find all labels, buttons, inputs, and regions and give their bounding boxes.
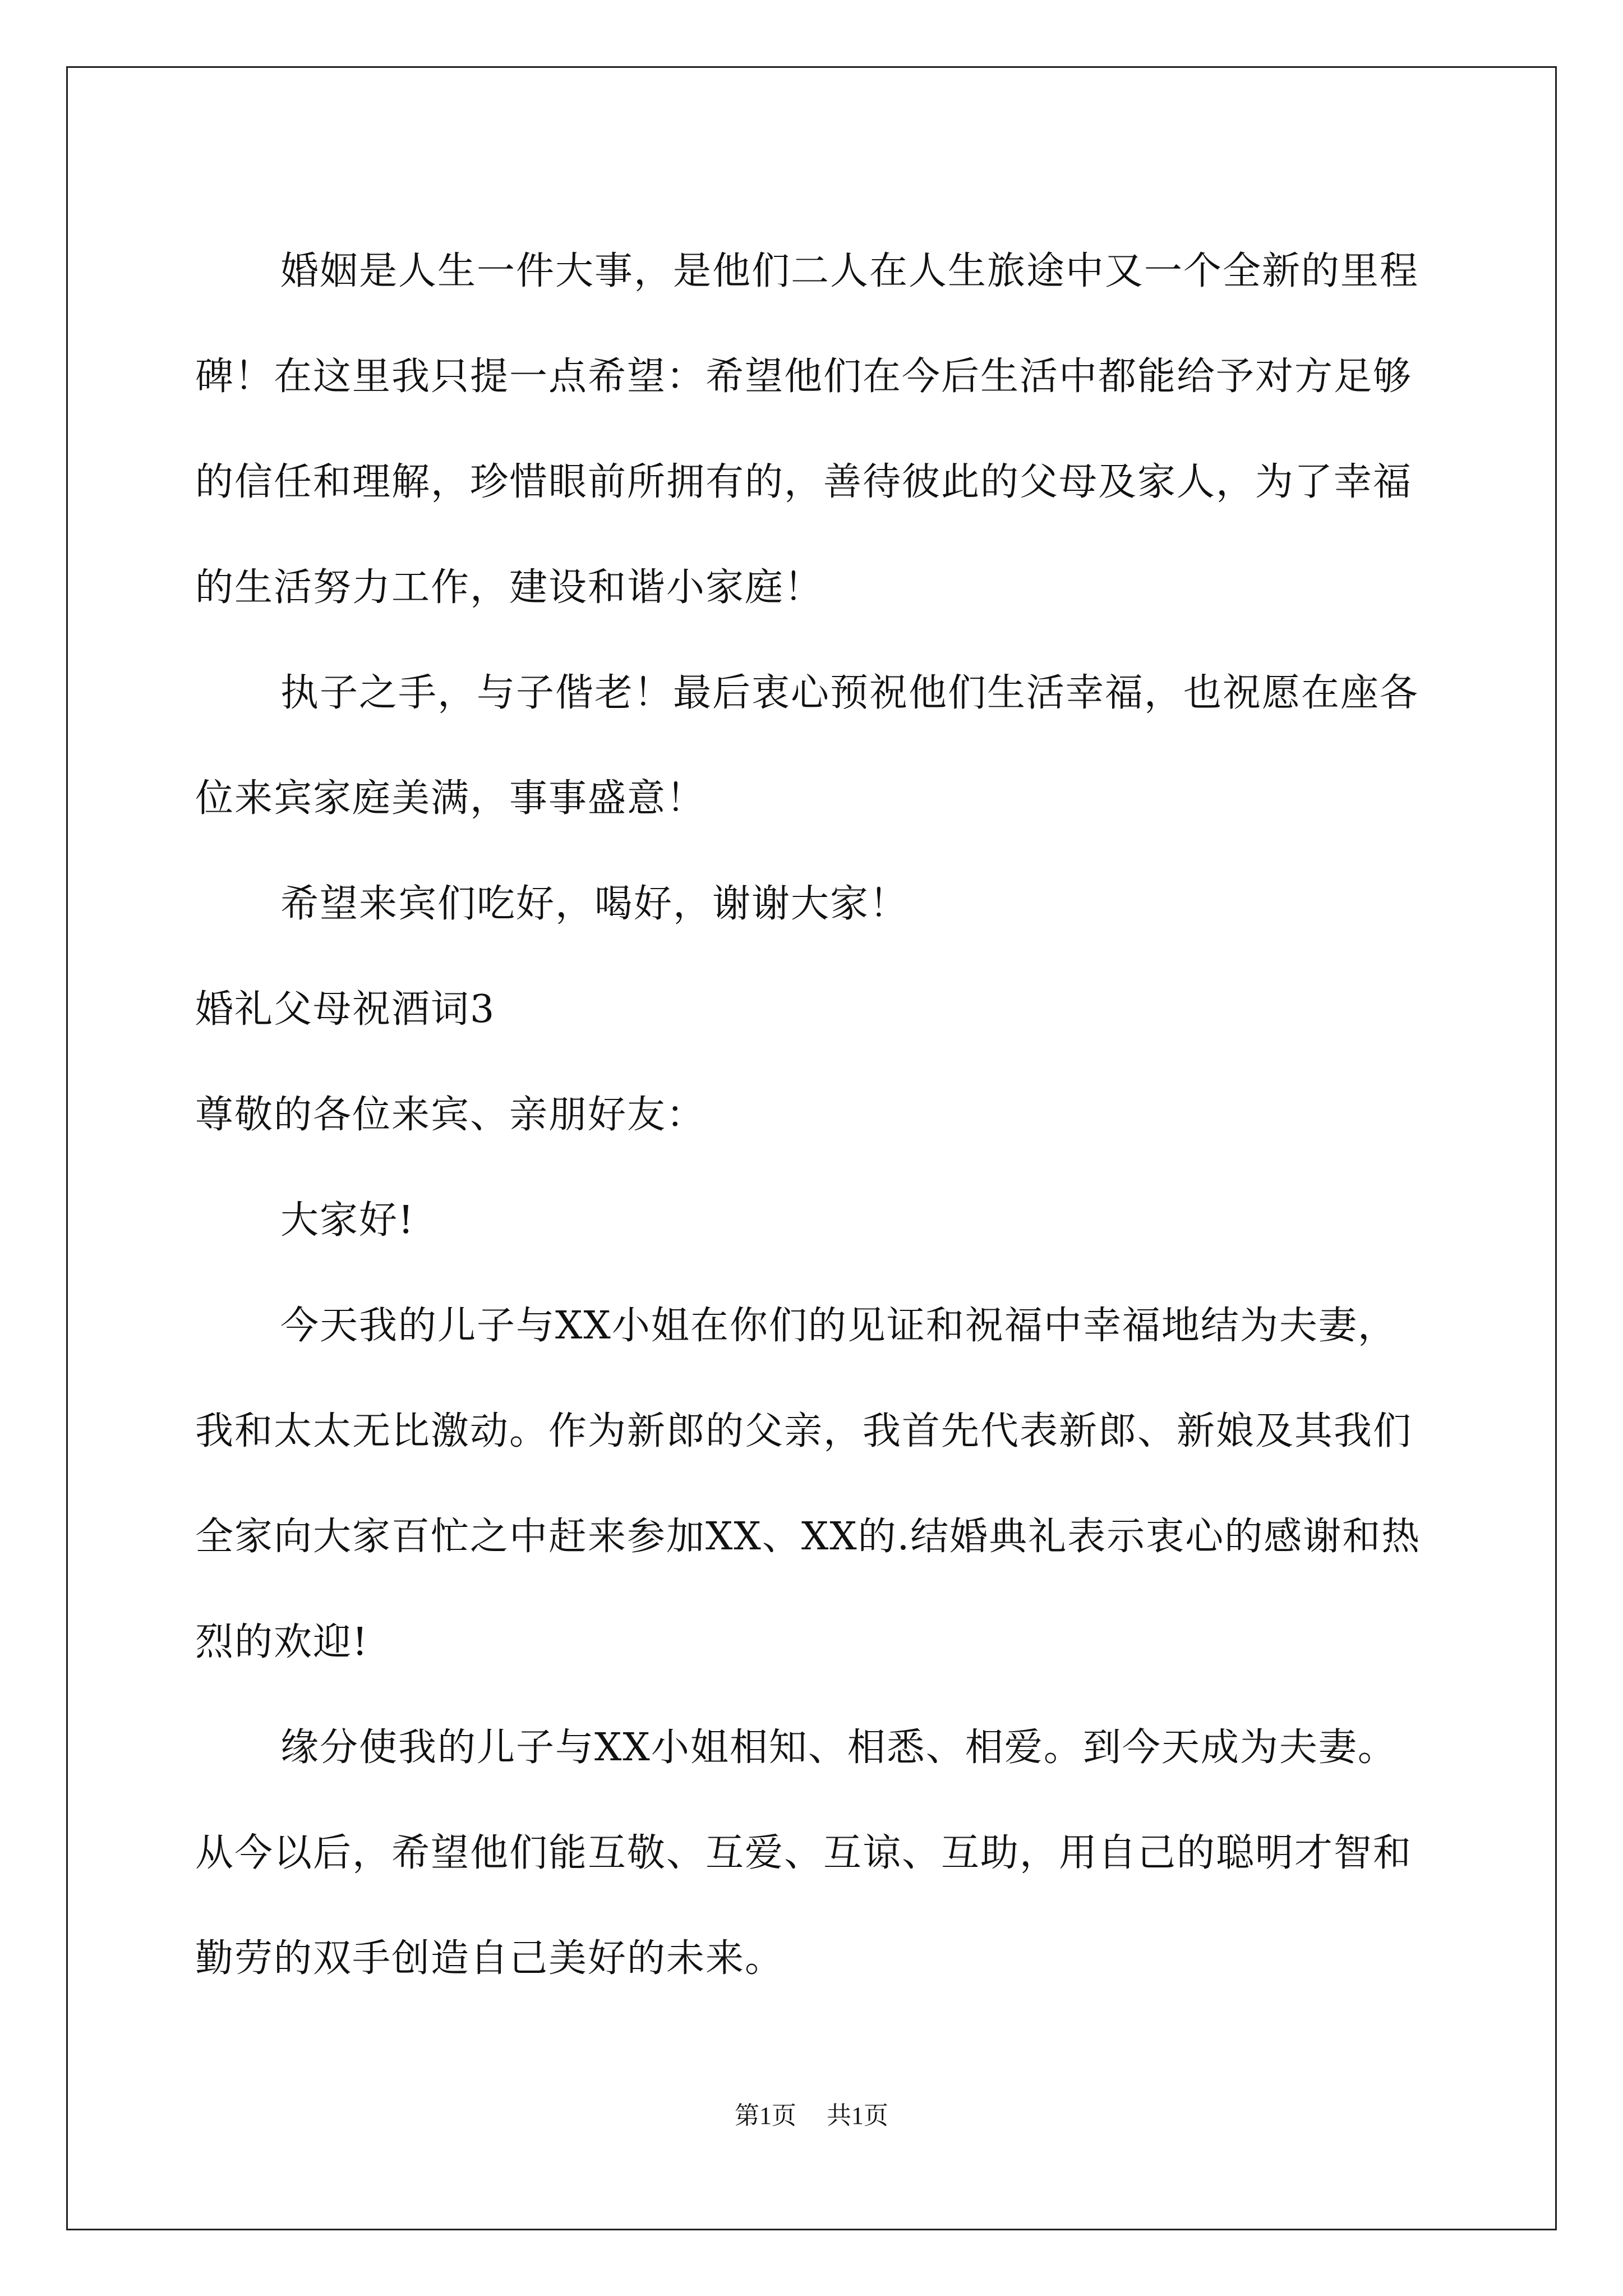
page-number: 第1页 — [735, 2102, 796, 2129]
section-title: 婚礼父母祝酒词3 — [195, 987, 496, 1032]
page-total: 共1页 — [827, 2102, 888, 2129]
greeting: 大家好! — [280, 1198, 415, 1243]
document-body — [195, 219, 1422, 2012]
salutation: 尊敬的各位来宾、亲朋好友： — [195, 1093, 706, 1137]
paragraph: 今天我的儿子与XX小姐在你们的见证和祝福中幸福地结为夫妻，我和太太无比激动。作为新郎的父亲，我首先代表新郎、新娘及其我们全家向大家百忙之中赶来参加XX、XX的.结婚典礼表示衷心的感谢和热烈的欢迎! — [195, 1304, 1421, 1664]
paragraph: 婚姻是人生一件大事，是他们二人在人生旅途中又一个全新的里程碑！在这里我只提一点希望：希望他们在今后生活中都能给予对方足够的信任和理解，珍惜眼前所拥有的，善待彼此的父母及家人，为了幸福的生活努力工作，建设和谐小家庭！ — [195, 249, 1419, 610]
paragraph: 希望来宾们吃好，喝好，谢谢大家！ — [280, 882, 909, 926]
paragraph: 缘分使我的儿子与XX小姐相知、相悉、相爱。到今天成为夫妻。从今以后，希望他们能互敬、互爱、互谅、互助，用自己的聪明才智和勤劳的双手创造自己美好的未来。 — [195, 1726, 1413, 1981]
page-footer — [0, 2095, 1623, 2131]
paragraph: 执子之手，与子偕老！最后衷心预祝他们生活幸福，也祝愿在座各位来宾家庭美满，事事盛意！ — [195, 671, 1419, 821]
